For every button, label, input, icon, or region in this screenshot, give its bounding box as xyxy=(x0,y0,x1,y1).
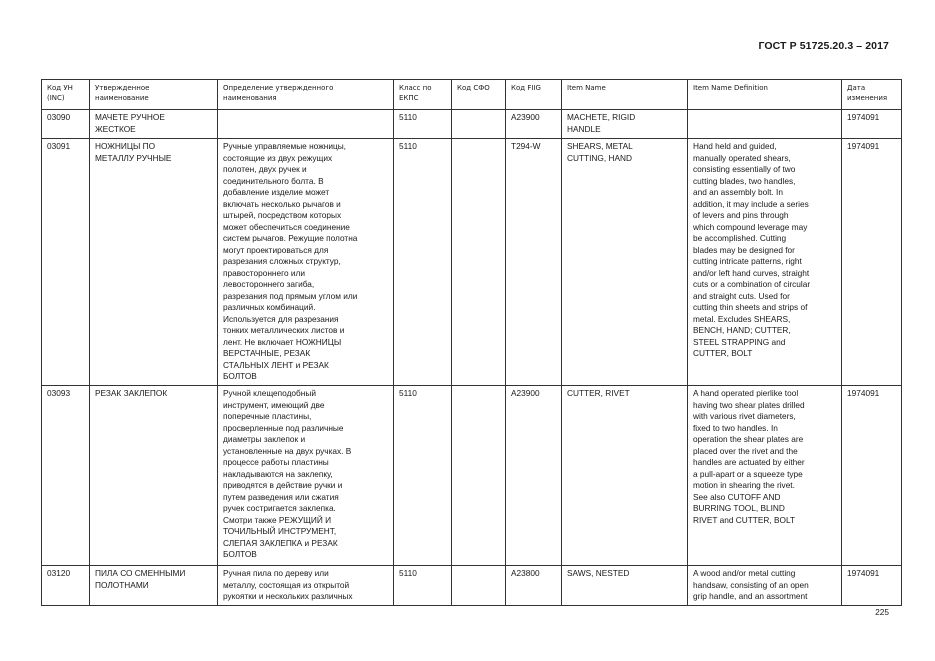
cell-inc: 03091 xyxy=(42,139,90,386)
cell-ekps: 5110 xyxy=(394,139,452,386)
cell-ekps: 5110 xyxy=(394,386,452,566)
table-row xyxy=(42,386,902,566)
cell-definition-ru xyxy=(218,110,394,139)
cell-fiig: A23900 xyxy=(506,386,562,566)
header-item-definition: Item Name Definition xyxy=(688,80,842,110)
table-row xyxy=(42,139,902,386)
cell-fiig: T294-W xyxy=(506,139,562,386)
cell-sfo xyxy=(452,139,506,386)
table-row xyxy=(42,110,902,139)
cell-date: 1974091 xyxy=(842,386,902,566)
cell-fiig: A23900 xyxy=(506,110,562,139)
header-ekps: Класс по ЕКПС xyxy=(394,80,452,110)
cell-name-ru: НОЖНИЦЫ ПО МЕТАЛЛУ РУЧНЫЕ xyxy=(90,139,218,386)
header-inc: Код УН (INC) xyxy=(42,80,90,110)
cell-date: 1974091 xyxy=(842,139,902,386)
cell-definition-ru: Ручные управляемые ножницы, состоящие из двух режущих полотен, двух ручек и соединительного болта. В добавление изделие может включать несколько рычагов и штырей, посредством которых может обеспечиться соединение систем рычагов. Режущие полотна могут проектироваться для разрезания сложных структур, правостороннего или левостороннего загиба, разрезания под прямым углом или различных комбинаций. Используется для разрезания тонких металлических листов и лент. Не включает НОЖНИЦЫ ВЕРСТАЧНЫЕ, РЕЗАК СТАЛЬНЫХ ЛЕНТ и РЕЗАК БОЛТОВ xyxy=(218,139,394,386)
cell-ekps: 5110 xyxy=(394,566,452,606)
header-definition-ru: Определение утвержденного наименования xyxy=(218,80,394,110)
header-name-ru: Утвержденное наименование xyxy=(90,80,218,110)
cell-name-ru: РЕЗАК ЗАКЛЕПОК xyxy=(90,386,218,566)
cell-item-definition: Hand held and guided, manually operated shears, consisting essentially of two cutting blades, two handles, and an assembly bolt. In addition, it may include a series of levers and pins through which compound leverage may be accomplished. Cutting blades may be designed for cutting intricate patterns, right and/or left hand curves, straight cuts or a combination of circular and straight cuts. Used for cutting thin sheets and strips of metal. Excludes SHEARS, BENCH, HAND; CUTTER, STEEL STRAPPING and CUTTER, BOLT xyxy=(688,139,842,386)
header-item-name: Item Name xyxy=(562,80,688,110)
cell-ekps: 5110 xyxy=(394,110,452,139)
cell-item-name: CUTTER, RIVET xyxy=(562,386,688,566)
cell-inc: 03090 xyxy=(42,110,90,139)
table-header-row xyxy=(42,80,902,110)
cell-item-name: SHEARS, METAL CUTTING, HAND xyxy=(562,139,688,386)
cell-name-ru: МАЧЕТЕ РУЧНОЕ ЖЕСТКОЕ xyxy=(90,110,218,139)
cell-item-definition xyxy=(688,110,842,139)
cell-definition-ru: Ручной клещеподобный инструмент, имеющий две поперечные пластины, просверленные под различные диаметры заклепок и установленные на двух ручках. В процессе работы пластины накладываются на заклепку, приводятся в действие ручки и путем разведения или сжатия ручек состригается заклепка. Смотри также РЕЖУЩИЙ И ТОЧИЛЬНЫЙ ИНСТРУМЕНТ, СЛЕПАЯ ЗАКЛЕПКА и РЕЗАК БОЛТОВ xyxy=(218,386,394,566)
document-id: ГОСТ Р 51725.20.3 – 2017 xyxy=(758,40,889,52)
page-number: 225 xyxy=(875,607,889,617)
cell-sfo xyxy=(452,386,506,566)
cell-fiig: A23800 xyxy=(506,566,562,606)
cell-item-name: MACHETE, RIGID HANDLE xyxy=(562,110,688,139)
cell-sfo xyxy=(452,566,506,606)
cell-sfo xyxy=(452,110,506,139)
cell-item-definition: A wood and/or metal cutting handsaw, consisting of an open grip handle, and an assortment xyxy=(688,566,842,606)
cell-inc: 03093 xyxy=(42,386,90,566)
header-date: Дата изменения xyxy=(842,80,902,110)
items-table xyxy=(41,79,902,606)
header-fiig: Код FIIG xyxy=(506,80,562,110)
header-sfo: Код СФО xyxy=(452,80,506,110)
cell-date: 1974091 xyxy=(842,566,902,606)
cell-item-definition: A hand operated pierlike tool having two shear plates drilled with various rivet diameters, fixed to two handles. In operation the shear plates are placed over the rivet and the handles are actuated by either a pull-apart or a squeeze type motion in shearing the rivet. See also CUTOFF AND BURRING TOOL, BLIND RIVET and CUTTER, BOLT xyxy=(688,386,842,566)
table-row xyxy=(42,566,902,606)
cell-item-name: SAWS, NESTED xyxy=(562,566,688,606)
cell-definition-ru: Ручная пила по дереву или металлу, состоящая из открытой рукоятки и нескольких различных xyxy=(218,566,394,606)
cell-inc: 03120 xyxy=(42,566,90,606)
cell-date: 1974091 xyxy=(842,110,902,139)
cell-name-ru: ПИЛА СО СМЕННЫМИ ПОЛОТНАМИ xyxy=(90,566,218,606)
